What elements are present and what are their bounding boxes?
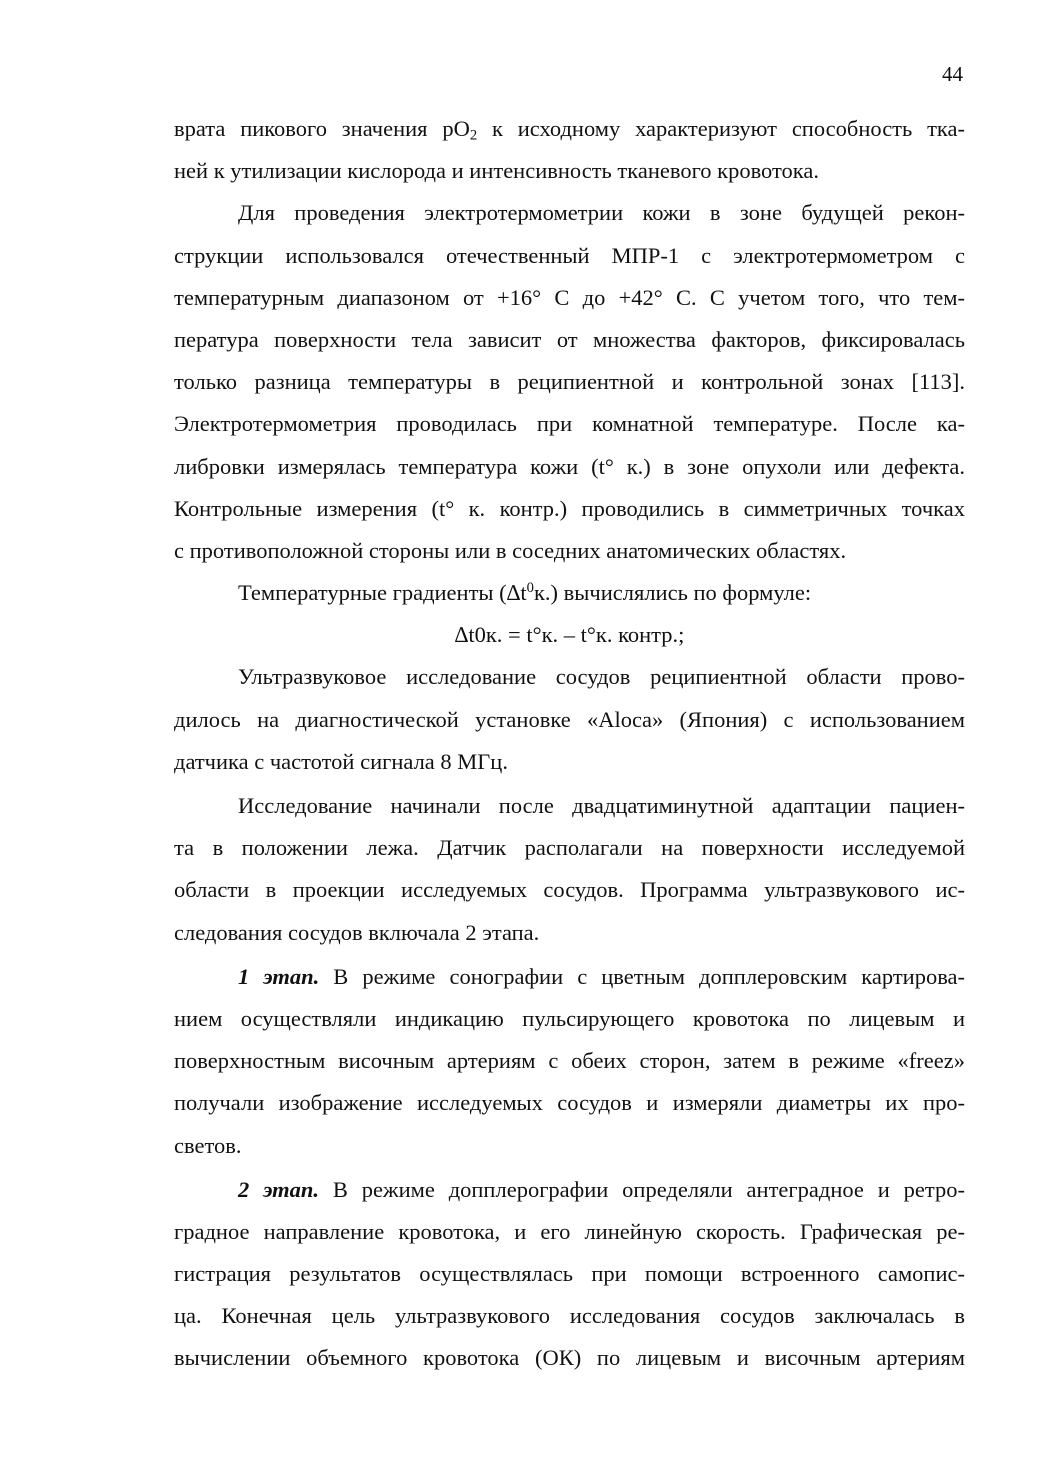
text-line: с противоположной стороны или в соседних анатомических областях. bbox=[174, 537, 847, 563]
text-line: пература поверхности тела зависит от множества факторов, фиксировалась bbox=[174, 326, 965, 352]
text-line: области в проекции исследуемых сосудов. Программа ультразвукового ис- bbox=[174, 877, 965, 903]
page-number: 44 bbox=[942, 62, 963, 86]
paragraph-start: Для проведения электротермометрии кожи в зоне будущей рекон- bbox=[238, 200, 965, 226]
text-line: температурным диапазоном от +16° С до +42° С. С учетом того, что тем- bbox=[174, 284, 965, 310]
text-line: датчика с частотой сигнала 8 МГц. bbox=[174, 748, 508, 774]
text-line: поверхностным височным артериям с обеих сторон, затем в режиме «freez» bbox=[174, 1048, 965, 1074]
paragraph-start: Ультразвуковое исследование сосудов реципиентной области прово- bbox=[238, 664, 965, 690]
text-line: врата пикового значения $рО_2$ к исходному характеризуют способность тка- bbox=[174, 116, 965, 144]
text-line: только разница температуры в реципиентной и контрольной зонах [113]. bbox=[174, 369, 965, 395]
text-line: светов. bbox=[174, 1132, 242, 1158]
text-line: дилось на диагностической установке «Aloca» (Япония) с использованием bbox=[174, 706, 965, 732]
text-line: Электротермометрия проводилась при комнатной температуре. После ка- bbox=[174, 411, 965, 437]
text-line: струкции использовался отечественный МПР-1 с электротермометром с bbox=[174, 242, 965, 268]
step-1-label: 1 этап. bbox=[238, 963, 320, 989]
superscript-0: 0 bbox=[526, 580, 534, 597]
text-line: вычислении объемного кровотока (ОК) по лицевым и височным артериям bbox=[174, 1345, 965, 1371]
text-line: та в положении лежа. Датчик располагали на поверхности исследуемой bbox=[174, 835, 965, 861]
paragraph-start: Исследование начинали после двадцатиминутной адаптации пациен- bbox=[238, 793, 965, 818]
text-line: либровки измерялась температура кожи (t° к.) в зоне опухоли или дефекта. bbox=[174, 453, 965, 479]
text-line: получали изображение исследуемых сосудов и измеряли диаметры их про- bbox=[174, 1090, 965, 1116]
text-line: Контрольные измерения (t° к. контр.) проводились в симметричных точках bbox=[174, 495, 965, 521]
body-text bbox=[174, 108, 965, 1380]
text-line: градное направление кровотока, и его линейную скорость. Графическая ре- bbox=[174, 1218, 965, 1244]
formula: ∆t0к. = t°к. – t°к. контр.; bbox=[454, 622, 685, 648]
paragraph-start: Температурные градиенты $(\Delta t^0к.)$ вычислялись по формуле: bbox=[238, 580, 812, 606]
subscript-2: 2 bbox=[469, 127, 478, 144]
step-2-label: 2 этап. bbox=[238, 1176, 320, 1202]
text-line: гистрация результатов осуществлялась при помощи встроенного самопис- bbox=[174, 1261, 965, 1287]
paragraph-start: 1 этап. В режиме сонографии с цветным допплеровским картирова- bbox=[238, 963, 965, 989]
text-line: ней к утилизации кислорода и интенсивность тканевого кровотока. bbox=[174, 158, 819, 184]
text-line: нием осуществляли индикацию пульсирующего кровотока по лицевым и bbox=[174, 1005, 965, 1031]
text-line: следования сосудов включала 2 этапа. bbox=[174, 919, 540, 945]
text-line: ца. Конечная цель ультразвукового исследования сосудов заключалась в bbox=[174, 1303, 965, 1329]
paragraph-start: 2 этап. В режиме допплерографии определяли антеградное и ретро- bbox=[238, 1176, 965, 1202]
